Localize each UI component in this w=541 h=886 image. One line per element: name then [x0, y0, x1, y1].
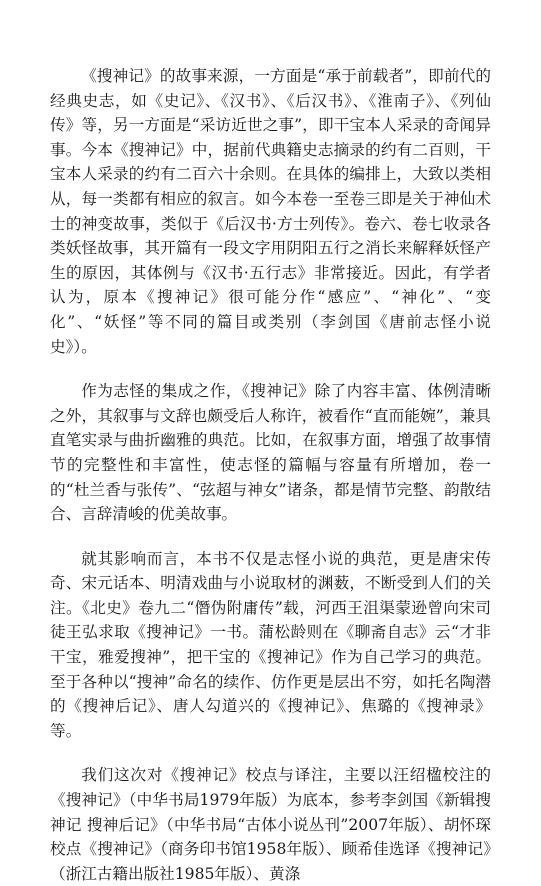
paragraph-editions: 我们这次对《搜神记》校点与译注，主要以汪绍楹校注的《搜神记》（中华书局1979年版）为底本，参考李剑国《新辑搜神记 搜神后记》（中华书局“古体小说丛刊”2007年版）、胡怀琛校点《搜神记》（商务印书馆1958年版）、顾希佳选译《搜神记》（浙江古籍出版社1985年版）、黄涤	[50, 766, 491, 883]
paragraph-sources: 《搜神记》的故事来源，一方面是“承于前载者”，即前代的经典史志，如《史记》、《汉书》、《后汉书》、《淮南子》、《列仙传》等，另一方面是“采访近世之事”，即干宝本人采录的奇闻异事。今本《搜神记》中，据前代典籍史志摘录的约有二百则，干宝本人采录的约有二百六十余则。在具体的编排上，大致以类相从，每一类都有相应的叙言。如今本卷一至卷三即是关于神仙术士的神变故事，类似于《后汉书·方士列传》。卷六、卷七收录各类妖怪故事，其开篇有一段文字用阴阳五行之消长来解释妖怪产生的原因，其体例与《汉书·五行志》非常接近。因此，有学者认为，原本《搜神记》很可能分作“感应”、“神化”、“变化”、“妖怪”等不同的篇目或类别（李剑国《唐前志怪小说史》）。	[50, 67, 491, 356]
paragraph-narrative-style: 作为志怪的集成之作，《搜神记》除了内容丰富、体例清晰之外，其叙事与文辞也颇受后人称许，被看作“直而能婉”，兼具直笔实录与曲折幽雅的典范。比如，在叙事方面，增强了故事情节的完整性和丰富性，使志怪的篇幅与容量有所增加，卷一的“杜兰香与张传”、“弦超与神女”诸条，都是情节完整、韵散结合、言辞清峻的优美故事。	[50, 382, 491, 524]
paragraph-influence: 就其影响而言，本书不仅是志怪小说的典范，更是唐宋传奇、宋元话本、明清戏曲与小说取材的渊薮，不断受到人们的关注。《北史》卷九二“僭伪附庸传”载，河西王沮渠蒙逊曾向宋司徒王弘求取《搜神记》一书。蒲松龄则在《聊斋自志》云“才非干宝，雅爱搜神”，把干宝的《搜神记》作为自己学习的典范。至于各种以“搜神”命名的续作、仿作更是层出不穷，如托名陶潜的《搜神后记》、唐人勾道兴的《搜神记》、焦璐的《搜神录》等。	[50, 549, 491, 740]
